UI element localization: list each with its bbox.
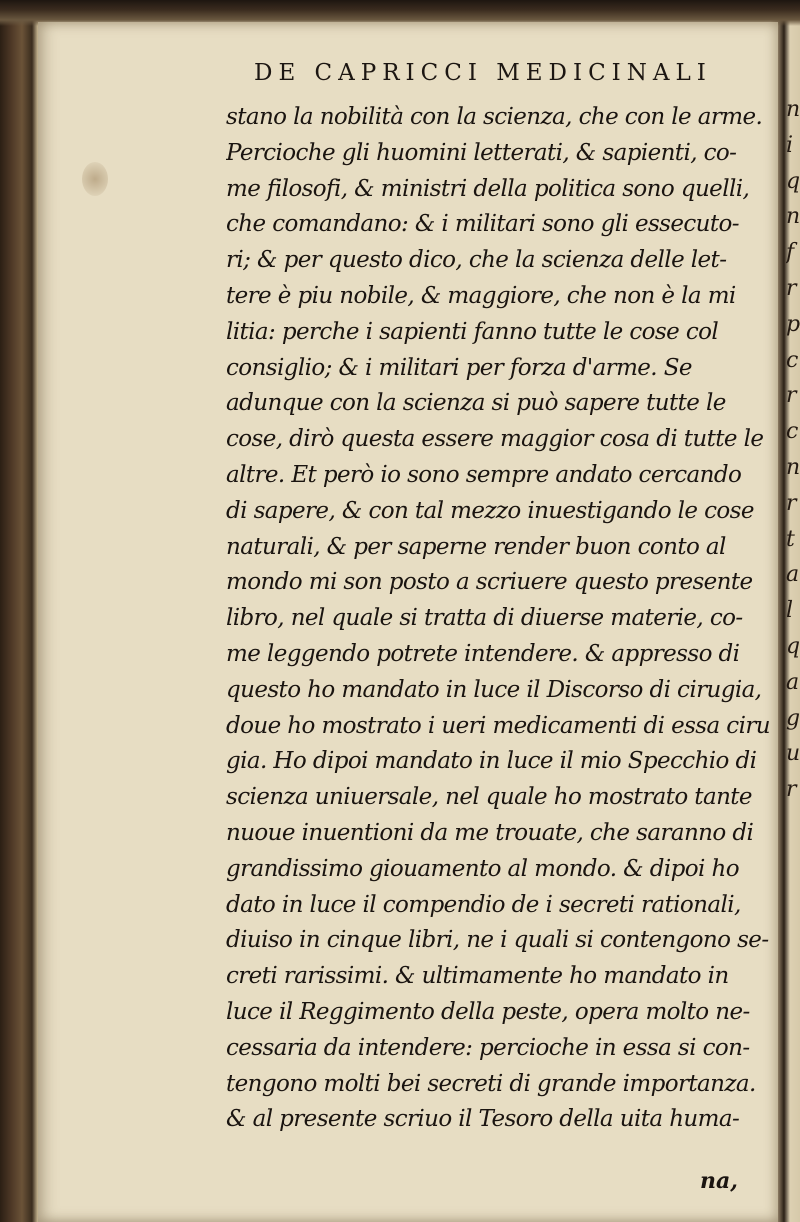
text-line: che comandano: & i militari sono gli essecuto-	[226, 211, 739, 238]
text-line: cessaria da intendere: percioche in essa si con-	[226, 1034, 750, 1061]
text-line: adunque con la scienza si può sapere tutte le	[226, 390, 726, 417]
text-line: stano la nobilità con la scienza, che con le arme.	[226, 104, 763, 130]
facing-page-letter: g	[786, 705, 800, 731]
facing-page-letter: r	[786, 490, 797, 516]
paper-stain	[82, 162, 108, 196]
facing-page-letter: r	[786, 275, 797, 301]
text-line: scienza uniuersale, nel quale ho mostrato tante	[226, 784, 752, 811]
facing-page-letter: a	[786, 669, 800, 695]
text-line: grandissimo giouamento al mondo. & dipoi ho	[226, 855, 739, 882]
body-text	[226, 100, 774, 1138]
text-line: ri; & per questo dico, che la scienza delle let-	[226, 247, 727, 274]
facing-page-letter: r	[786, 383, 797, 409]
facing-page-edge	[786, 92, 800, 808]
catchword: na,	[700, 1168, 738, 1194]
text-line: mondo mi son posto a scriuere questo presente	[226, 569, 753, 596]
text-line: di sapere, & con tal mezzo inuestigando le cose	[226, 497, 754, 524]
text-line: tengono molti bei secreti di grande importanza.	[226, 1070, 756, 1097]
text-line: naturali, & per saperne render buon conto al	[226, 533, 726, 560]
facing-page-letter: u	[786, 741, 800, 767]
text-line: doue ho mostrato i ueri medicamenti di essa ciru	[226, 712, 770, 739]
facing-page-letter: n	[786, 97, 800, 122]
text-line: luce il Reggimento della peste, opera molto ne-	[226, 998, 750, 1025]
text-line: dato in luce il compendio de i secreti rationali,	[226, 891, 741, 918]
facing-page-letter: l	[786, 598, 794, 624]
facing-page-letter: q	[786, 168, 800, 194]
facing-page-letter: c	[786, 419, 799, 445]
text-line: litia: perche i sapienti fanno tutte le cose col	[226, 318, 719, 345]
text-line: nuoue inuentioni da me trouate, che saranno di	[226, 819, 754, 846]
facing-page-letter: n	[786, 454, 800, 480]
text-line: & al presente scriuo il Tesoro della uita huma-	[226, 1106, 740, 1133]
text-line: me filosofi, & ministri della politica sono quelli,	[226, 175, 750, 202]
facing-page-letter: f	[786, 240, 795, 266]
facing-page-letter: r	[786, 777, 797, 803]
text-line: cose, dirò questa essere maggior cosa di tutte le	[226, 426, 764, 453]
facing-page-letter: t	[786, 526, 795, 552]
facing-page-letter: p	[786, 311, 800, 337]
text-line: gia. Ho dipoi mandato in luce il mio Specchio di	[226, 748, 757, 775]
facing-page-letter: a	[786, 562, 800, 588]
text-line: Percioche gli huomini letterati, & sapienti, co-	[226, 139, 737, 166]
facing-page-letter: i	[786, 132, 794, 158]
facing-page-letter: q	[786, 633, 800, 659]
text-line: creti rarissimi. & ultimamente ho mandato in	[226, 963, 729, 990]
text-line: me leggendo potrete intendere. & appresso di	[226, 640, 740, 667]
text-line: questo ho mandato in luce il Discorso di cirugia,	[226, 676, 762, 703]
running-head: DE CAPRICCI MEDICINALI	[254, 60, 712, 86]
facing-page-letter: c	[786, 347, 799, 373]
text-line: tere è piu nobile, & maggiore, che non è la mi	[226, 282, 736, 309]
text-line: diuiso in cinque libri, ne i quali si contengono se-	[226, 927, 769, 954]
text-line: libro, nel quale si tratta di diuerse materie, co-	[226, 605, 743, 632]
text-line: consiglio; & i militari per forza d'arme. Se	[226, 354, 692, 381]
facing-page-letter: n	[786, 204, 800, 230]
text-line: altre. Et però io sono sempre andato cercando	[226, 461, 742, 488]
